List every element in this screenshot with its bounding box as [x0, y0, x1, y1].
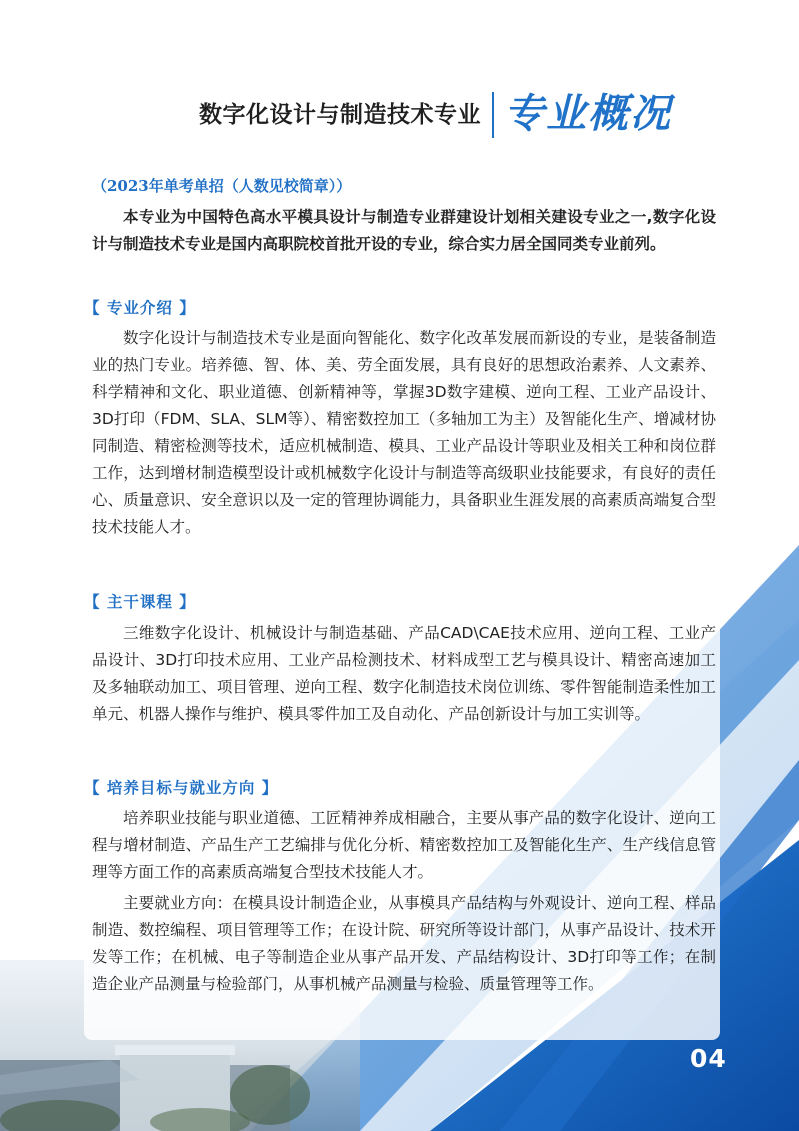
goals-paragraph: 培养职业技能与职业道德、工匠精神养成相融合，主要从事产品的数字化设计、逆向工程与增材制造、产品生产工艺编排与优化分析、精密数控加工及智能化生产、生产线信息管理等方面工作的高素质高端复合型技术技能人才。: [92, 809, 716, 881]
section-heading-goals-careers: 【 培养目标与就业方向 】: [84, 779, 279, 797]
intro-paragraph: 本专业为中国特色高水平模具设计与制造专业群建设计划相关建设专业之一,数字化设计与制造技术专业是国内高职院校首批开设的专业，综合实力居全国同类专业前列。: [92, 208, 716, 253]
header-divider: [492, 92, 494, 138]
introduction-block: [92, 325, 716, 541]
goals-careers-block: [92, 805, 716, 998]
courses-block: [92, 620, 716, 728]
page-number: 04: [690, 1044, 727, 1073]
careers-paragraph: 主要就业方向：在模具设计制造企业，从事模具产品结构与外观设计、逆向工程、样品制造、数控编程、项目管理等工作；在设计院、研究所等设计部门，从事产品设计、技术开发等工作；在机械、电子等制造企业从事产品开发、产品结构设计、3D打印等工作；在制造企业产品测量与检验部门，从事机械产品测量与检验、质量管理等工作。: [92, 894, 716, 993]
building-2-top: [115, 1045, 235, 1055]
introduction-paragraph: 数字化设计与制造技术专业是面向智能化、数字化改革发展而新设的专业，是装备制造业的热门专业。培养德、智、体、美、劳全面发展，具有良好的思想政治素养、人文素养、科学精神和文化、职业道德、创新精神等，掌握3D数字建模、逆向工程、工业产品设计、3D打印（FDM、SLA、SLM等）、精密数控加工（多轴加工为主）及智能化生产、增减材协同制造、精密检测等技术，适应机械制造、模具、工业产品设计等职业及相关工种和岗位群工作，达到增材制造模型设计或机械数字化设计与制造等高级职业技能要求，有良好的责任心、质量意识、安全意识以及一定的管理协调能力，具备职业生涯发展的高素质高端复合型技术技能人才。: [92, 329, 716, 536]
section-title-calligraphy: 专业概况: [504, 90, 672, 137]
courses-paragraph: 三维数字化设计、机械设计与制造基础、产品CAD\CAE技术应用、逆向工程、工业产品设计、3D打印技术应用、工业产品检测技术、材料成型工艺与模具设计、精密高速加工及多轴联动加工、项目管理、逆向工程、数字化制造技术岗位训练、零件智能制造柔性加工单元、机器人操作与维护、模具零件加工及自动化、产品创新设计与加工实训等。: [92, 624, 716, 723]
program-title: 数字化设计与制造技术专业: [199, 102, 481, 128]
section-heading-courses: 【 主干课程 】: [84, 593, 196, 611]
intro-block: [92, 204, 716, 258]
enrollment-note: （2023年单考单招（人数见校简章））: [92, 177, 352, 195]
section-heading-introduction: 【 专业介绍 】: [84, 299, 196, 317]
